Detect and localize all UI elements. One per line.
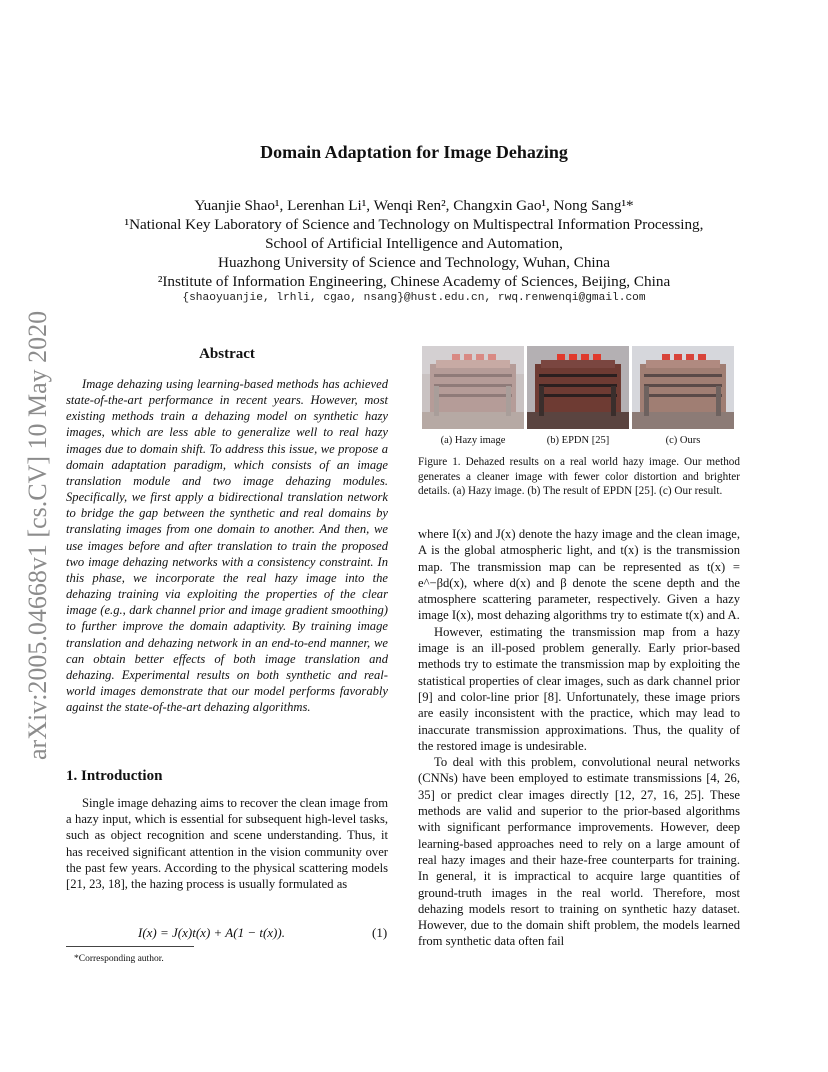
figure-hazy-image <box>422 346 524 429</box>
affiliation-3: Huazhong University of Science and Technology, Wuhan, China <box>218 254 610 271</box>
abstract-heading: Abstract <box>199 346 255 362</box>
abstract-text: Image dehazing using learning-based methods has achieved state-of-the-art performance in recent years. However, most existing methods train a dehazing model on synthetic hazy images, which are less able to generalize well to real hazy images due to domain shift. To address this issue, we propose a domain adaptation paradigm, which consists of an image translation module and two image dehazing modules. Specifically, we first apply a bidirectional translation network to bridge the gap between the synthetic and real domains by translating images from one domain to another. And then, we use images before and after translation to train the proposed two image dehazing networks with a consistency constraint. In this phase, we incorporate the real hazy image into the dehazing training via exploiting the properties of the clear image (e.g., dark channel prior and image gradient smoothing) to further improve the domain adaptivity. By training image translation and dehazing network in an end-to-end manner, we can obtain better effects of both image translation and dehazing. Experimental results on both synthetic and real-world images demonstrate that our model performs favorably against the state-of-the-art dehazing algorithms. <box>66 377 388 715</box>
authors: Yuanjie Shao¹, Lerenhan Li¹, Wenqi Ren², Changxin Gao¹, Nong Sang¹* <box>194 197 634 214</box>
arxiv-sidebar <box>8 280 58 760</box>
intro-heading: 1. Introduction <box>66 768 163 784</box>
paragraph: To deal with this problem, convolutional neural networks (CNNs) have been employed to estimate transmissions [4, 26, 35] or predict clear images directly [12, 27, 16, 25]. These methods are valid and superior to the prior-based algorithms with significant performance improvements. However, deep learning-based approaches need to rely on a large amount of real hazy images and their haze-free counterparts for training. In general, it is impractical to acquire large quantities of ground-truth images in the real world. Therefore, most dehazing models resort to training on synthetic hazy dataset. However, due to the domain shift problem, the models learned from synthetic data often fail <box>418 755 740 949</box>
equation-1: I(x) = J(x)t(x) + A(1 − t(x)). <box>138 925 285 940</box>
figure-caption: Figure 1. Dehazed results on a real world hazy image. Our method generates a cleaner image with fewer color distortion and brighter details. (a) Hazy image. (b) The result of EPDN [25]. (c) Our result. <box>418 456 740 498</box>
paragraph: However, estimating the transmission map from a hazy image is an ill-posed problem generally. Early prior-based methods try to estimate the transmission map by exploiting the statistical properties of clear images, such as dark channel prior [9] and color-line prior [8]. Unfortunately, these image priors are easily inconsistent with the practice, which may lead to inaccurate transmission approximations. Thus, the quality of the restored image is undesirable. <box>418 624 740 753</box>
arxiv-id: arXiv:2005.04668v1 [cs.CV] 10 May 2020 <box>23 310 52 760</box>
affiliation-2: School of Artificial Intelligence and Automation, <box>265 235 563 252</box>
author-emails: {shaoyuanjie, lrhli, cgao, nsang}@hust.edu.cn, rwq.renwenqi@gmail.com <box>182 292 646 304</box>
footnote-rule <box>66 946 194 947</box>
subcaption-a: (a) Hazy image <box>440 435 506 446</box>
figure-epdn-result <box>527 346 629 429</box>
right-column-body <box>418 526 740 950</box>
subcaption-b: (b) EPDN [25] <box>546 435 610 446</box>
figure-our-result <box>632 346 734 429</box>
affiliation-4: ²Institute of Information Engineering, Chinese Academy of Sciences, Beijing, China <box>157 273 671 290</box>
subcaption-c: (c) Ours <box>665 435 701 446</box>
intro-text: Single image dehazing aims to recover the clean image from a hazy input, which is essential for subsequent high-level tasks, such as object recognition and scene understanding. Thus, it has received significant attention in the vision community over the past few years. According to the physical scattering models [21, 23, 18], the hazing process is usually formulated as <box>66 796 388 892</box>
paragraph: where I(x) and J(x) denote the hazy image and the clean image, A is the global atmospheric light, and t(x) is the transmission map. The transmission map can be represented as t(x) = e^−βd(x), where d(x) and β denote the scene depth and the atmosphere scattering parameter, respectively. Given a hazy image I(x), most dehazing algorithms try to estimate t(x) and A. <box>418 527 740 623</box>
footnote: *Corresponding author. <box>74 954 164 964</box>
paper-title: Domain Adaptation for Image Dehazing <box>260 142 568 162</box>
equation-number: (1) <box>372 925 388 940</box>
affiliation-1: ¹National Key Laboratory of Science and Technology on Multispectral Information Processing, <box>124 216 704 233</box>
